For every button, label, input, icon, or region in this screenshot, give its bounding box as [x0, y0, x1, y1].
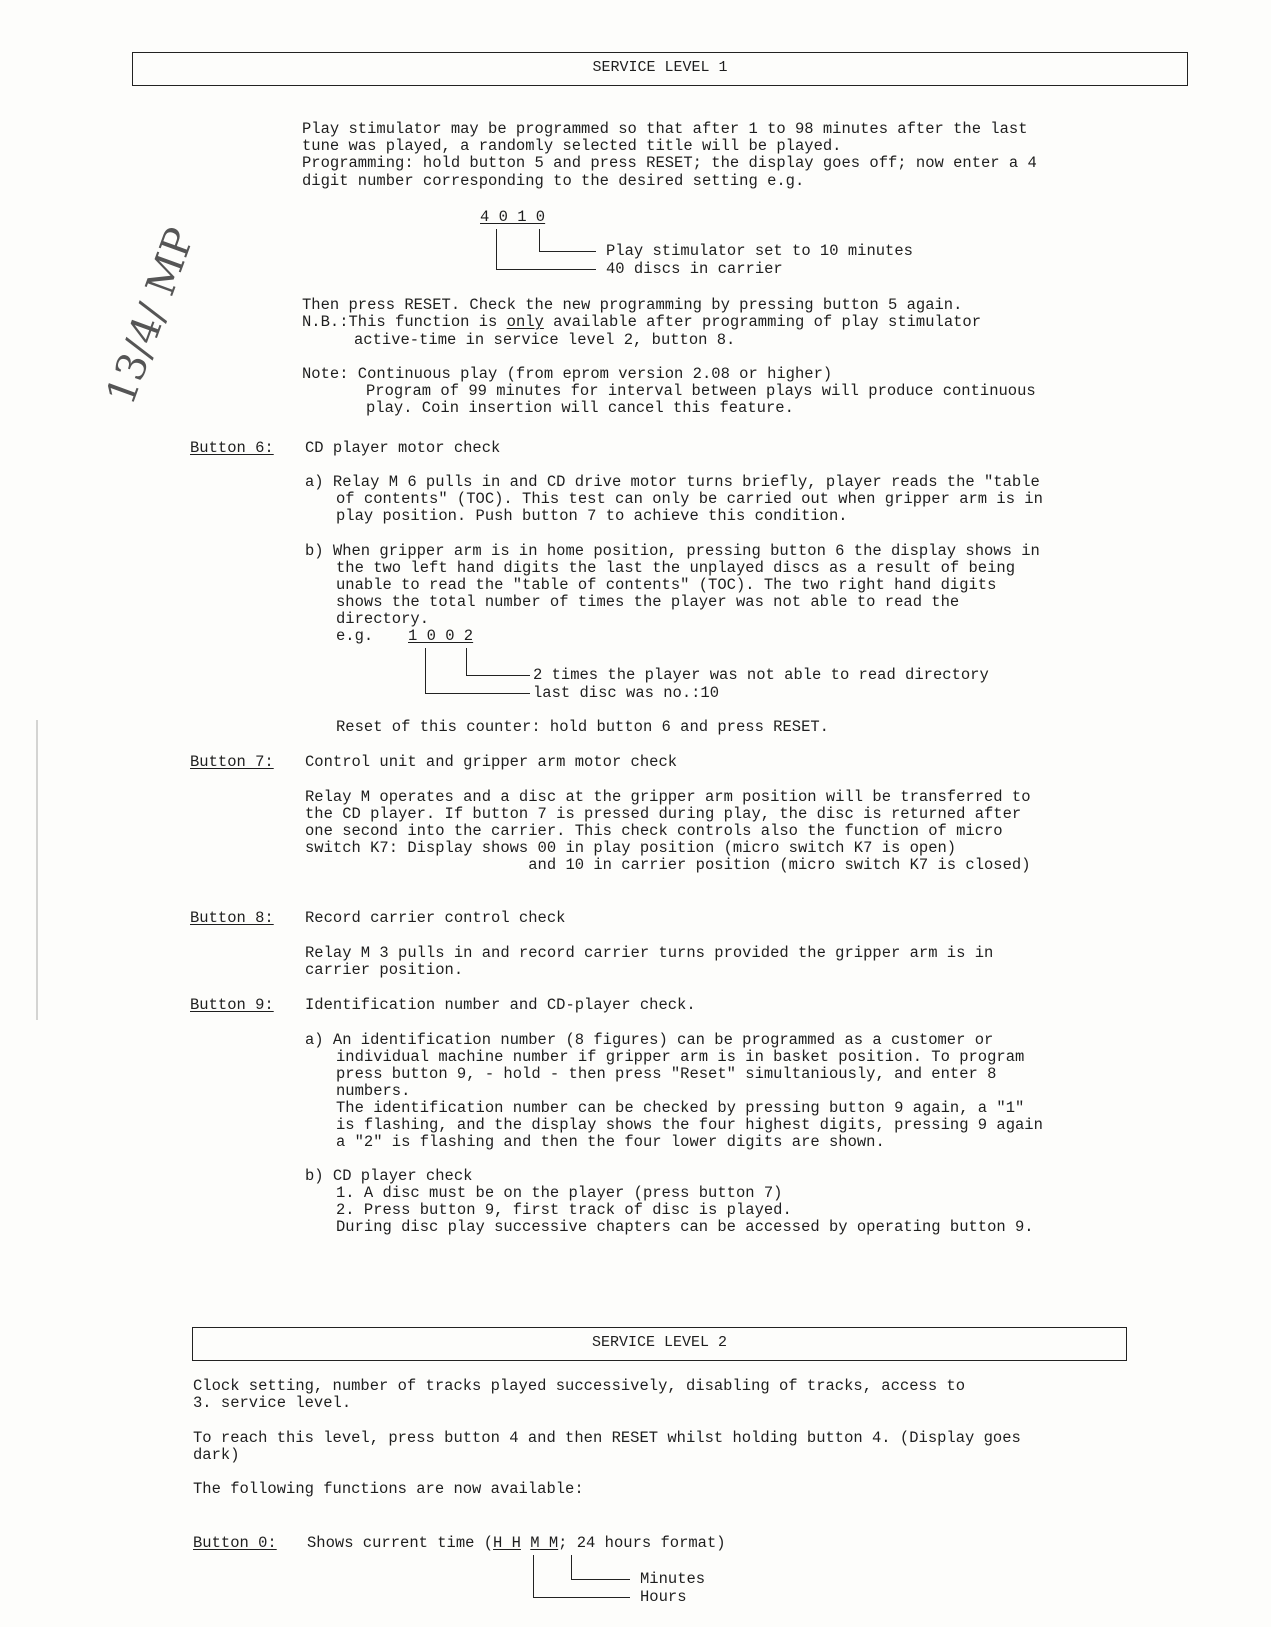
button-8-title: Record carrier control check [305, 909, 566, 927]
b6-a-line-2: of contents" (TOC). This test can only be carried out when gripper arm is in [336, 490, 1043, 508]
then-text: Then press RESET. Check the new programming by pressing button 5 again. [302, 296, 963, 314]
button-6-label: Button 6: [190, 439, 274, 457]
b0-mm: M M [530, 1534, 559, 1552]
bracket-line [496, 269, 596, 270]
button-9-label: Button 9: [190, 996, 274, 1014]
note-line-2: Program of 99 minutes for interval between plays will produce continuous [366, 382, 1036, 400]
note-line-3: play. Coin insertion will cancel this feature. [366, 399, 794, 417]
b9-a-line-1: a) An identification number (8 figures) can be programmed as a customer or [305, 1031, 994, 1049]
b0-hours-label: Hours [640, 1588, 687, 1606]
b0-hh: H H [493, 1534, 521, 1552]
intro-line-1: Play stimulator may be programmed so that after 1 to 98 minutes after the last [302, 120, 1028, 138]
service-level-1-header: SERVICE LEVEL 1 [132, 52, 1188, 86]
bracket-line [571, 1579, 630, 1580]
b7-line-4: switch K7: Display shows 00 in play position (micro switch K7 is open) [305, 839, 957, 857]
b8-line-1: Relay M 3 pulls in and record carrier turns provided the gripper arm is in [305, 944, 994, 962]
b6-b-line-4: shows the total number of times the player was not able to read the [336, 593, 960, 611]
b6-example-digits: 1 0 0 2 [408, 627, 474, 645]
nb-line-2: active-time in service level 2, button 8. [354, 331, 736, 349]
bracket-line [539, 229, 540, 251]
button-9-title: Identification number and CD-player check. [305, 996, 696, 1014]
intro-line-2: tune was played, a randomly selected title will be played. [302, 137, 842, 155]
scan-artifact [36, 720, 38, 1020]
b7-line-3: one second into the carrier. This check controls also the function of micro [305, 822, 1003, 840]
b9-a-line-7: a "2" is flashing and then the four lower digits are shown. [336, 1133, 885, 1151]
note-line-1: Note: Continuous play (from eprom version 2.08 or higher) [302, 365, 833, 383]
bracket-line [496, 229, 497, 269]
button-7-title: Control unit and gripper arm motor check [305, 753, 678, 771]
b6-b-line-2: the two left hand digits the last the unplayed discs as a result of being [336, 559, 1016, 577]
b0-text-post: ; 24 hours format) [558, 1534, 726, 1552]
b6-label-disc: last disc was no.:10 [533, 684, 720, 702]
b9-a-line-5: The identification number can be checked by pressing button 9 again, a "1" [336, 1099, 1025, 1117]
b6-a-line-1: a) Relay M 6 pulls in and CD drive motor turns briefly, player reads the "table [305, 473, 1040, 491]
nb-line-1 [302, 314, 981, 332]
b6-eg-label: e.g. [336, 627, 374, 645]
handwritten-margin-note: 13/4/ MP [97, 222, 205, 411]
sl2-p2-line-1: To reach this level, press button 4 and then RESET whilst holding button 4. (Display goes [193, 1429, 1021, 1447]
b9-b-line-3: 2. Press button 9, first track of disc is played. [336, 1201, 792, 1219]
b6-b-line-1: b) When gripper arm is in home position, pressing button 6 the display shows in [305, 542, 1040, 560]
button-8-label: Button 8: [190, 909, 274, 927]
b7-line-5: and 10 in carrier position (micro switch K7 is closed) [305, 856, 1031, 874]
bracket-line [533, 1597, 630, 1598]
b7-line-2: the CD player. If button 7 is pressed during play, the disc is returned after [305, 805, 1022, 823]
button-0-text [307, 1535, 726, 1553]
sl2-p1-line-1: Clock setting, number of tracks played successively, disabling of tracks, access to [193, 1377, 966, 1395]
example-digits-4010: 4 0 1 0 [480, 208, 546, 226]
example-label-discs: 40 discs in carrier [606, 260, 783, 278]
b6-label-times: 2 times the player was not able to read directory [533, 666, 989, 684]
sl2-p1-line-2: 3. service level. [193, 1394, 352, 1412]
intro-line-4: digit number corresponding to the desired setting e.g. [302, 172, 805, 190]
b9-b-line-1: b) CD player check [305, 1167, 473, 1185]
b6-b-line-5: directory. [336, 610, 430, 628]
button-7-label: Button 7: [190, 753, 274, 771]
sl2-p2-line-2: dark) [193, 1446, 240, 1464]
b7-line-1: Relay M operates and a disc at the gripper arm position will be transferred to [305, 788, 1031, 806]
bracket-line [425, 648, 426, 693]
b9-a-line-3: press button 9, - hold - then press "Reset" simultaniously, and enter 8 [336, 1065, 997, 1083]
bracket-line [533, 1555, 534, 1597]
button-0-label: Button 0: [193, 1534, 277, 1552]
b9-b-line-4: During disc play successive chapters can be accessed by operating button 9. [336, 1218, 1034, 1236]
b6-a-line-3: play position. Push button 7 to achieve this condition. [336, 507, 848, 525]
sl2-p3: The following functions are now available: [193, 1480, 584, 1498]
bracket-line [539, 251, 596, 252]
bracket-line [466, 648, 467, 675]
b9-a-line-6: is flashing, and the display shows the four highest digits, pressing 9 again [336, 1116, 1043, 1134]
b0-text-pre: Shows current time ( [307, 1534, 494, 1552]
nb-only: only [506, 313, 544, 331]
service-level-2-header: SERVICE LEVEL 2 [192, 1327, 1127, 1361]
b9-a-line-4: numbers. [336, 1082, 411, 1100]
b6-b-line-3: unable to read the "table of contents" (TOC). The two right hand digits [336, 576, 997, 594]
b6-reset: Reset of this counter: hold button 6 and press RESET. [336, 718, 829, 736]
nb-post: available after programming of play stimulator [543, 313, 982, 331]
bracket-line [466, 675, 530, 676]
example-label-minutes: Play stimulator set to 10 minutes [606, 242, 913, 260]
bracket-line [425, 693, 530, 694]
intro-line-3: Programming: hold button 5 and press RESET; the display goes off; now enter a 4 [302, 154, 1037, 172]
nb-pre: N.B.:This function is [302, 313, 507, 331]
b0-minutes-label: Minutes [640, 1570, 706, 1588]
b8-line-2: carrier position. [305, 961, 464, 979]
bracket-line [571, 1555, 572, 1579]
button-6-title: CD player motor check [305, 439, 501, 457]
b9-a-line-2: individual machine number if gripper arm is in basket position. To program [336, 1048, 1025, 1066]
b9-b-line-2: 1. A disc must be on the player (press button 7) [336, 1184, 783, 1202]
